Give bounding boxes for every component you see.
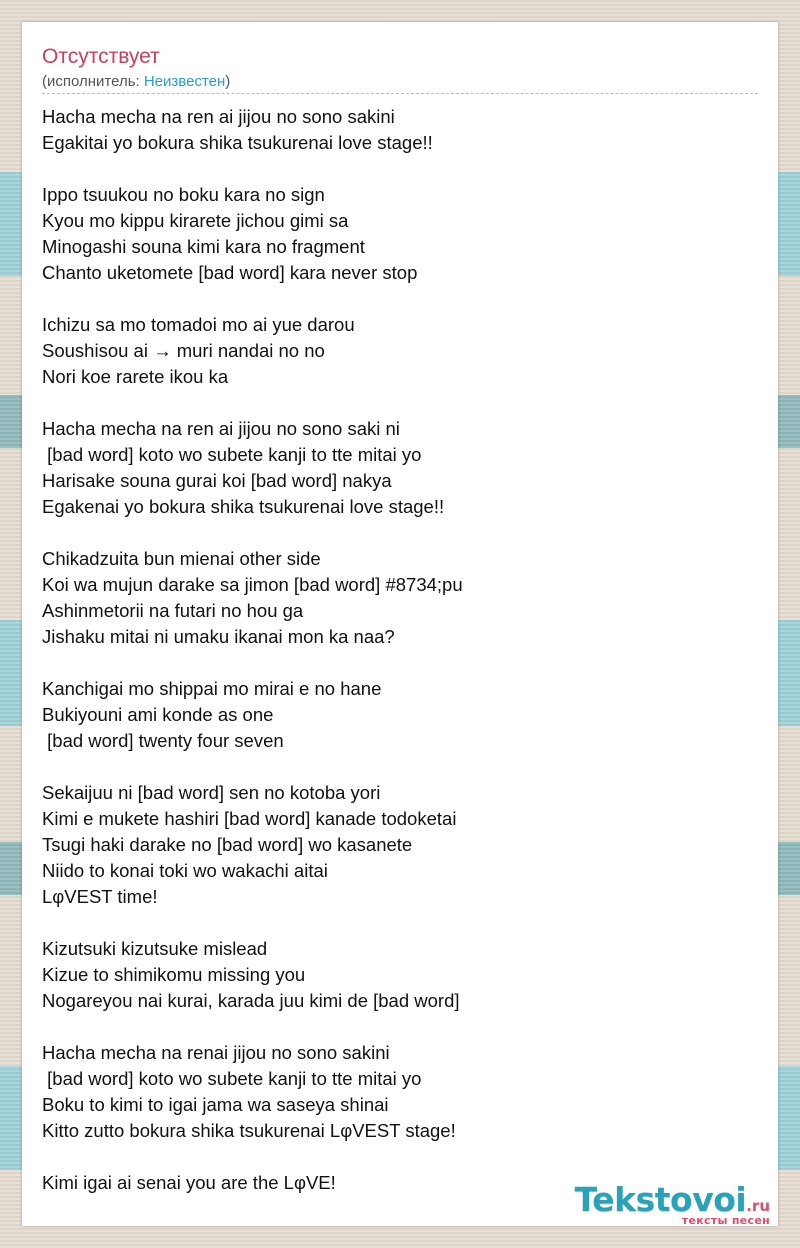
lyric-line: Hacha mecha na ren ai jijou no sono saki ni — [42, 418, 400, 439]
lyric-line: LφVEST time! — [42, 886, 158, 907]
lyric-line — [42, 1014, 758, 1040]
lyric-line: Nori koe rarete ikou ka — [42, 366, 229, 387]
artist-link[interactable]: Неизвестен — [143, 73, 226, 90]
logo-domain: .ru — [746, 1197, 770, 1215]
lyric-line — [42, 390, 758, 416]
lyric-line: Egakenai yo bokura shika tsukurenai love stage!! — [42, 496, 445, 517]
lyric-line: Kyou mo kippu kirarete jichou gimi sa — [42, 210, 349, 231]
lyric-line: Soushisou ai → muri nandai no no — [42, 340, 325, 361]
logo-tagline: тексты песен — [681, 1214, 770, 1227]
lyric-line — [42, 910, 758, 936]
lyric-line: [bad word] twenty four seven — [42, 730, 284, 751]
lyric-line: Kizutsuki kizutsuke mislead — [42, 938, 268, 959]
lyric-line: Hacha mecha na renai jijou no sono sakini — [42, 1042, 390, 1063]
logo-wordmark: Tekstovoi — [574, 1180, 747, 1219]
lyric-line: Jishaku mitai ni umaku ikanai mon ka naa? — [42, 626, 395, 647]
artist-prefix: (исполнитель: — [42, 73, 144, 90]
lyric-line: Kanchigai mo shippai mo mirai e no hane — [42, 678, 382, 699]
lyric-line: Hacha mecha na ren ai jijou no sono sakini — [42, 106, 395, 127]
lyric-line: Minogashi souna kimi kara no fragment — [42, 236, 365, 257]
lyric-line: Niido to konai toki wo wakachi aitai — [42, 860, 328, 881]
lyric-line — [42, 754, 758, 780]
lyric-line — [42, 520, 758, 546]
lyric-line: Kizue to shimikomu missing you — [42, 964, 306, 985]
lyric-line: Chikadzuita bun mienai other side — [42, 548, 321, 569]
lyric-line: Bukiyouni ami konde as one — [42, 704, 274, 725]
lyric-line: Harisake souna gurai koi [bad word] nakya — [42, 470, 392, 491]
lyric-line: Boku to kimi to igai jama wa saseya shinai — [42, 1094, 389, 1115]
site-logo[interactable] — [574, 1180, 770, 1227]
lyric-line: Egakitai yo bokura shika tsukurenai love stage!! — [42, 132, 433, 153]
artist-suffix: ) — [225, 73, 231, 90]
lyric-line: Chanto uketomete [bad word] kara never stop — [42, 262, 418, 283]
lyrics-card — [22, 22, 778, 1226]
lyrics-text — [42, 104, 758, 1196]
lyric-line: Kimi e mukete hashiri [bad word] kanade todoketai — [42, 808, 457, 829]
lyric-line: Tsugi haki darake no [bad word] wo kasanete — [42, 834, 413, 855]
lyric-line: Nogareyou nai kurai, karada juu kimi de [bad word] — [42, 990, 460, 1011]
lyric-line: [bad word] koto wo subete kanji to tte mitai yo — [42, 444, 422, 465]
lyric-line: Ippo tsuukou no boku kara no sign — [42, 184, 325, 205]
lyric-line — [42, 286, 758, 312]
page-title: Отсутствует — [42, 45, 160, 68]
lyric-line — [42, 1144, 758, 1170]
lyric-line: Sekaijuu ni [bad word] sen no kotoba yori — [42, 782, 381, 803]
lyric-line: Koi wa mujun darake sa jimon [bad word] #8734;pu — [42, 574, 463, 595]
lyric-line: Kitto zutto bokura shika tsukurenai LφVEST stage! — [42, 1120, 456, 1141]
lyric-line: [bad word] koto wo subete kanji to tte mitai yo — [42, 1068, 422, 1089]
lyric-line: Ashinmetorii na futari no hou ga — [42, 600, 304, 621]
artist-line — [42, 72, 230, 92]
divider — [42, 93, 758, 94]
lyric-line — [42, 156, 758, 182]
lyric-line — [42, 650, 758, 676]
lyric-line: Kimi igai ai senai you are the LφVE! — [42, 1172, 336, 1193]
lyric-line: Ichizu sa mo tomadoi mo ai yue darou — [42, 314, 355, 335]
